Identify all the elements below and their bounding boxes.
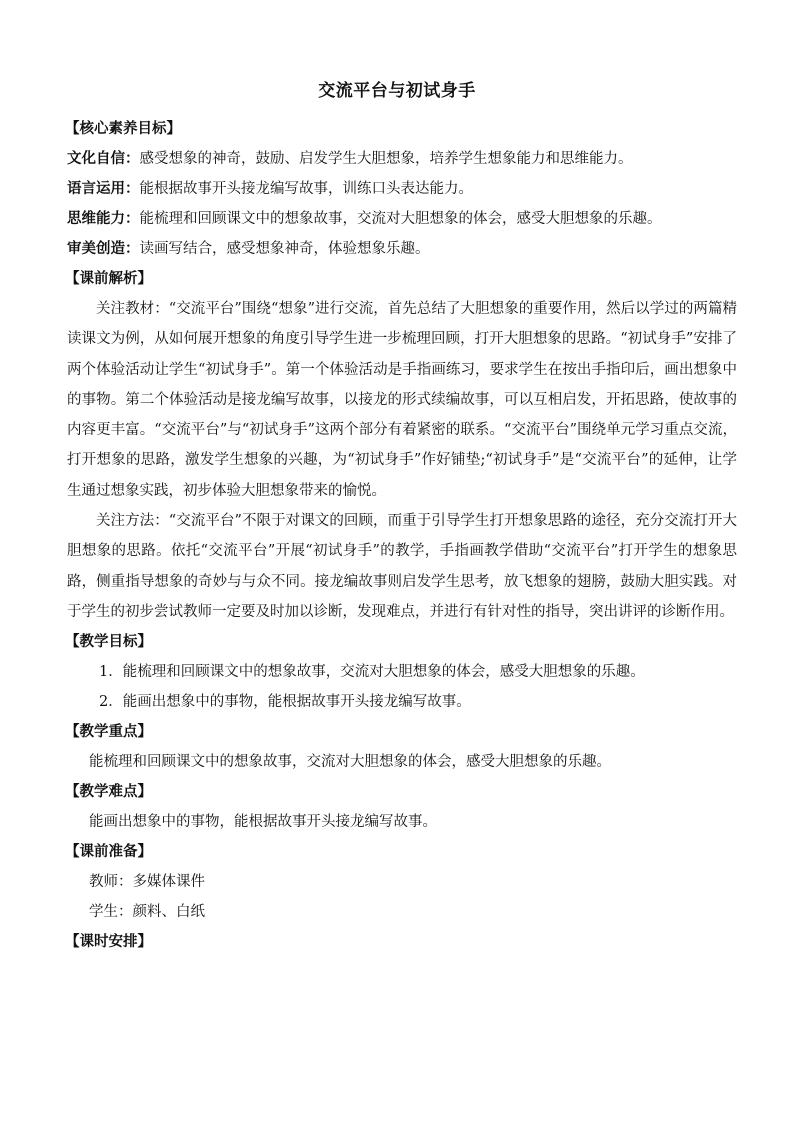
page-title: 交流平台与初试身手 [318,81,476,101]
difficulties-heading: 【教学难点】 [65,784,152,801]
key-points-heading: 【教学重点】 [65,724,152,741]
key-points-text: 能梳理和回顾课文中的想象故事，交流对大胆想象的体会，感受大胆想象的乐趣。 [89,754,611,771]
difficulties-text: 能画出想象中的事物，能根据故事开头接龙编写故事。 [89,814,437,831]
preparation-student: 学生：颜料、白纸 [89,904,205,921]
goal-text: 感受想象的神奇，鼓励、启发学生大胆想象，培养学生想象能力和思维能力。 [139,151,633,167]
pre-analysis-textbook-paragraph: 关注教材：“交流平台”围绕“想象”进行交流，首先总结了大胆想象的重要作用，然后以学过的两篇精读课文为例，从如何展开想象的角度引导学生进一步梳理回顾，打开大胆想象的思路。“初试身手”安排了两个体验活动让学生“初试身手”。第一个体验活动是手指画练习，要求学生在按出手指印后，画出想象中的事物。第二个体验活动是接龙编写故事，以接龙的形式续编故事，可以互相启发，开拓思路，使故事的内容更丰富。“交流平台”与“初试身手”这两个部分有着紧密的联系。“交流平台”围绕单元学习重点交流，打开想象的思路，激发学生想象的兴趣，为“初试身手”作好铺垫;“初试身手”是“交流平台”的延伸，让学生通过想象实践，初步体验大胆想象带来的愉悦。 [67,301,737,499]
teaching-goal-item: 1．能梳理和回顾课文中的想象故事，交流对大胆想象的体会，感受大胆想象的乐趣。 [99,664,645,681]
goal-label: 文化自信： [67,151,140,167]
goal-culture [67,144,737,174]
goal-aesthetic [67,234,737,264]
pre-analysis-heading: 【课前解析】 [65,271,152,287]
teaching-goal-item: 2．能画出想象中的事物，能根据故事开头接龙编写故事。 [99,694,471,711]
preparation-heading: 【课前准备】 [65,844,152,861]
goal-text: 能梳理和回顾课文中的想象故事，交流对大胆想象的体会，感受大胆想象的乐趣。 [139,211,662,227]
pre-analysis-method-paragraph: 关注方法：“交流平台”不限于对课文的回顾，而重于引导学生打开想象思路的途径，充分交流打开大胆想象的思路。依托“交流平台”开展“初试身手”的教学，手指画教学借助“交流平台”打开学生的想象思路，侧重指导想象的奇妙与与众不同。接龙编故事则启发学生思考，放飞想象的翅膀，鼓励大胆实践。对于学生的初步尝试教师一定要及时加以诊断，发现难点，并进行有针对性的指导，突出讲评的诊断作用。 [67,513,737,620]
teaching-goals-heading: 【教学目标】 [65,634,152,651]
goal-label: 审美创造： [67,241,140,257]
goal-label: 语言运用： [67,181,140,197]
core-goals-heading: 【核心素养目标】 [65,121,181,137]
goal-language [67,174,737,204]
goal-text: 读画写结合，感受想象神奇，体验想象乐趣。 [139,241,430,257]
goal-label: 思维能力： [67,211,140,227]
preparation-teacher: 教师：多媒体课件 [89,874,205,891]
goal-thinking [67,204,737,234]
document-body [67,114,737,957]
goal-text: 能根据故事开头接龙编写故事，训练口头表达能力。 [139,181,473,197]
schedule-heading: 【课时安排】 [65,934,152,951]
